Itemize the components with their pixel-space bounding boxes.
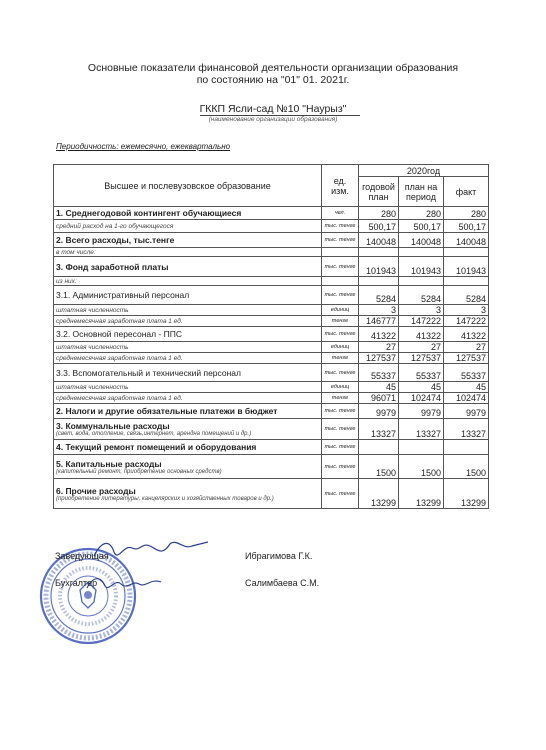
header-plan-period: план на период <box>399 177 444 207</box>
table-row <box>54 393 489 404</box>
table-row <box>54 257 489 277</box>
row-name <box>54 342 322 353</box>
row-plan-period: 3 <box>399 305 444 316</box>
header-name-column: Высшее и послевузовское образование <box>54 165 322 207</box>
row-unit: чел. <box>322 207 359 220</box>
row-unit: тыс. тенге <box>322 327 359 342</box>
row-plan-year: 55337 <box>359 364 399 382</box>
row-unit: единиц <box>322 305 359 316</box>
row-plan-year: 13327 <box>359 419 399 440</box>
row-plan-year: 9979 <box>359 404 399 419</box>
table-row <box>54 316 489 327</box>
row-fact <box>444 440 489 455</box>
row-fact: 5284 <box>444 286 489 305</box>
row-plan-period <box>399 248 444 257</box>
row-plan-period: 41322 <box>399 327 444 342</box>
director-label: Заведующая <box>55 551 109 561</box>
row-fact: 9979 <box>444 404 489 419</box>
row-note: (капительный ремонт, приобретение основных средств) <box>56 468 222 475</box>
row-unit: тыс. тенге <box>322 419 359 440</box>
row-plan-period: 13327 <box>399 419 444 440</box>
row-unit: единиц <box>322 382 359 393</box>
table-row <box>54 327 489 342</box>
row-fact: 500,17 <box>444 220 489 233</box>
row-unit: тыс. тенге <box>322 364 359 382</box>
row-plan-year: 101943 <box>359 257 399 277</box>
table-row <box>54 233 489 248</box>
row-note: (свет, вода, отопление, связь,интернет, арендна помещений и др.) <box>56 431 252 437</box>
row-plan-period: 140048 <box>399 233 444 248</box>
table-row <box>54 248 489 257</box>
row-plan-year: 280 <box>359 207 399 220</box>
row-name <box>54 248 322 257</box>
row-plan-period: 102474 <box>399 393 444 404</box>
row-plan-period: 55337 <box>399 364 444 382</box>
row-fact: 140048 <box>444 233 489 248</box>
table-row <box>54 364 489 382</box>
row-fact: 101943 <box>444 257 489 277</box>
row-unit: тыс. тенге <box>322 479 359 509</box>
row-fact: 147222 <box>444 316 489 327</box>
row-plan-year: 41322 <box>359 327 399 342</box>
row-name-text: из них: <box>56 277 77 285</box>
row-unit: тыс. тенге <box>322 440 359 455</box>
header-year: 2020год <box>359 165 489 177</box>
row-plan-year: 5284 <box>359 286 399 305</box>
table-row <box>54 286 489 305</box>
row-name-text: 2. Всего расходы, тыс.тенге <box>56 235 175 245</box>
row-plan-period <box>399 440 444 455</box>
row-unit: тенге <box>322 393 359 404</box>
row-unit: тенге <box>322 316 359 327</box>
periodicity-label: Периодичность: ежемесячно, ежеквартально <box>56 142 231 151</box>
row-name-text: 3. Коммунальные расходы <box>56 421 170 431</box>
row-plan-year: 500,17 <box>359 220 399 233</box>
table-row <box>54 342 489 353</box>
row-fact: 13299 <box>444 479 489 509</box>
accountant-label: Бухгалтер <box>55 578 98 588</box>
director-name: Ибрагимова Г.К. <box>245 551 313 561</box>
row-fact: 13327 <box>444 419 489 440</box>
row-fact <box>444 248 489 257</box>
row-plan-year: 27 <box>359 342 399 353</box>
row-fact <box>444 277 489 286</box>
row-name-text: 6. Прочие расходы <box>56 485 136 496</box>
row-plan-year: 45 <box>359 382 399 393</box>
row-unit: тыс. тенге <box>322 404 359 419</box>
row-unit: тыс. тенге <box>322 233 359 248</box>
row-plan-year: 146777 <box>359 316 399 327</box>
row-plan-period: 500,17 <box>399 220 444 233</box>
row-name <box>54 382 322 393</box>
row-fact: 41322 <box>444 327 489 342</box>
table-row <box>54 277 489 286</box>
row-fact: 1500 <box>444 455 489 479</box>
row-unit: тыс. тенге <box>322 455 359 479</box>
row-plan-period: 27 <box>399 342 444 353</box>
row-unit: тыс. тенге <box>322 257 359 277</box>
director-signature-icon <box>92 536 212 564</box>
table-body <box>54 207 489 509</box>
row-name-text: 5. Капитальные расходы <box>56 458 162 469</box>
row-plan-period: 127537 <box>399 353 444 364</box>
row-name <box>54 207 322 220</box>
table-row <box>54 305 489 316</box>
row-name-text: 2. Налоги и другие обязательные платежи в бюджет <box>56 406 278 416</box>
row-name <box>54 479 322 509</box>
row-name <box>54 393 322 404</box>
row-plan-year: 127537 <box>359 353 399 364</box>
organization-note: (наименование организации образования) <box>208 116 338 123</box>
row-name-text: штатная численность <box>56 383 129 391</box>
row-name-text: 1. Среднегодовой контингент обучающиеся <box>56 208 242 218</box>
row-name <box>54 316 322 327</box>
row-unit: тенге <box>322 353 359 364</box>
row-plan-period: 13299 <box>399 479 444 509</box>
row-plan-period: 147222 <box>399 316 444 327</box>
row-plan-year: 96071 <box>359 393 399 404</box>
document-title: Основные показатели финансовой деятельности организации образования <box>87 62 459 74</box>
row-fact: 280 <box>444 207 489 220</box>
row-name-text: среднемесячная заработная плата 1 ед. <box>56 317 183 325</box>
row-unit: тыс. тенге <box>322 220 359 233</box>
row-name <box>54 277 322 286</box>
row-name <box>54 419 322 440</box>
row-name <box>54 404 322 419</box>
table-row <box>54 455 489 479</box>
row-fact: 3 <box>444 305 489 316</box>
row-name-text: среднемесячная заработная плата 1 ед. <box>56 354 183 362</box>
row-note: (приобретение литературы, канцелярских и хозяйственных товаров и др.) <box>56 495 274 502</box>
row-fact: 102474 <box>444 393 489 404</box>
row-plan-period: 9979 <box>399 404 444 419</box>
row-name <box>54 364 322 382</box>
table-row <box>54 220 489 233</box>
row-plan-year: 13299 <box>359 479 399 509</box>
financial-table <box>53 164 489 509</box>
row-name <box>54 327 322 342</box>
accountant-name: Салимбаева С.М. <box>245 578 320 588</box>
row-name-text: среднемесячная заработная плата 1 ед. <box>56 394 183 402</box>
row-name-text: 3. Фонд заработной платы <box>56 261 169 272</box>
row-name <box>54 353 322 364</box>
row-name-text: 3.2. Основной пересонал - ППС <box>56 329 183 339</box>
row-name <box>54 440 322 455</box>
row-fact: 27 <box>444 342 489 353</box>
row-name <box>54 220 322 233</box>
table-row <box>54 404 489 419</box>
table-row <box>54 419 489 440</box>
table-row <box>54 353 489 364</box>
row-name-text: 3.3. Вспомогательный и технический персонал <box>56 367 241 378</box>
row-fact: 45 <box>444 382 489 393</box>
header-unit-column: ед. изм. <box>322 165 359 207</box>
row-name-text: в том числе: <box>56 248 96 256</box>
row-fact: 127537 <box>444 353 489 364</box>
row-name <box>54 233 322 248</box>
table-row <box>54 207 489 220</box>
row-name <box>54 455 322 479</box>
table-row <box>54 382 489 393</box>
row-unit: тыс. тенге <box>322 286 359 305</box>
header-plan-year: годовой план <box>359 177 399 207</box>
row-name-text: 3.1. Административный персонал <box>56 290 190 300</box>
row-name <box>54 305 322 316</box>
row-name <box>54 286 322 305</box>
table-row <box>54 440 489 455</box>
row-plan-year <box>359 440 399 455</box>
row-plan-year: 140048 <box>359 233 399 248</box>
row-plan-period: 45 <box>399 382 444 393</box>
document-date: по состоянию на "01" 01. 2021г. <box>196 74 350 86</box>
row-plan-period: 280 <box>399 207 444 220</box>
row-unit: единиц <box>322 342 359 353</box>
organization-name: ГККП Ясли-сад №10 "Наурыз" <box>199 103 347 115</box>
table-row <box>54 479 489 509</box>
row-name-text: штатная численность <box>56 343 129 351</box>
row-plan-period: 5284 <box>399 286 444 305</box>
row-plan-period: 101943 <box>399 257 444 277</box>
row-name-text: штатная численность <box>56 306 129 314</box>
row-plan-year <box>359 248 399 257</box>
row-plan-period: 1500 <box>399 455 444 479</box>
row-unit <box>322 277 359 286</box>
row-plan-year: 3 <box>359 305 399 316</box>
row-unit <box>322 248 359 257</box>
row-name-text: средний расход на 1-го обучающегося <box>56 222 174 230</box>
row-name-text: 4. Текущий ремонт помещений и оборудования <box>56 442 257 452</box>
row-name <box>54 257 322 277</box>
header-fact: факт <box>444 177 489 207</box>
row-fact: 55337 <box>444 364 489 382</box>
row-plan-period <box>399 277 444 286</box>
row-plan-year: 1500 <box>359 455 399 479</box>
row-plan-year <box>359 277 399 286</box>
